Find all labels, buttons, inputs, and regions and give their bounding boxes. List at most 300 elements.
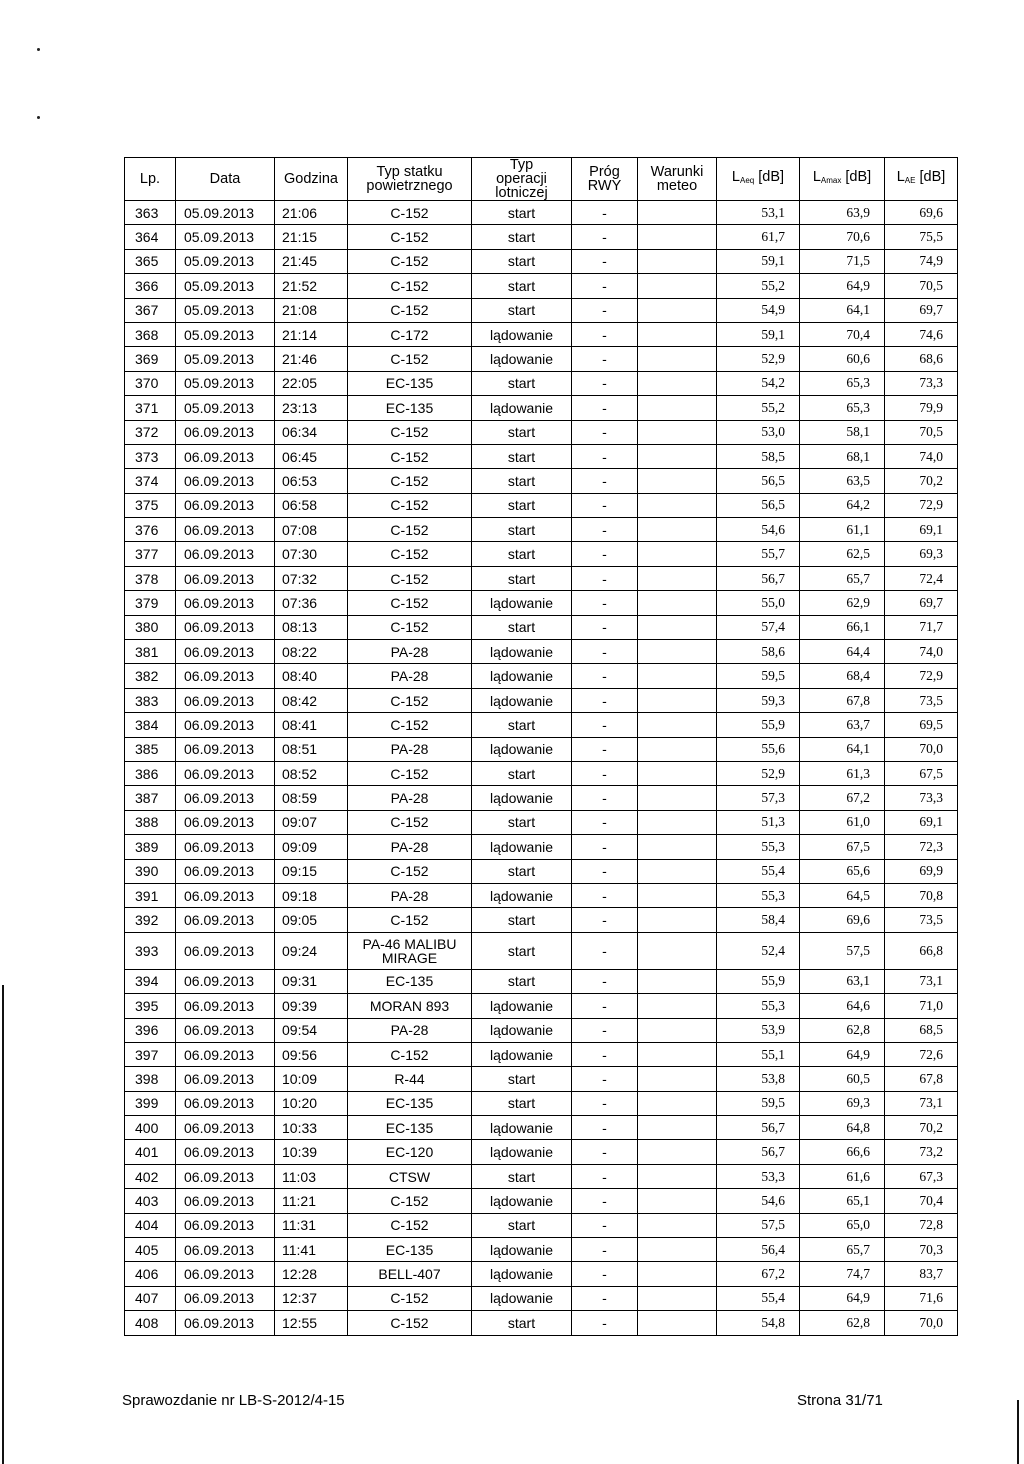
cell-aircraft: EC-135	[348, 1116, 472, 1140]
header-lae-symbol: L	[896, 169, 905, 185]
cell-aircraft: EC-135	[348, 396, 472, 420]
cell-rwy: -	[572, 1262, 638, 1286]
table-row	[125, 469, 958, 493]
cell-lamax: 67,8	[800, 688, 885, 712]
cell-lamax: 64,1	[800, 298, 885, 322]
cell-lae: 69,5	[885, 713, 958, 737]
cell-date: 06.09.2013	[176, 932, 275, 969]
cell-date: 06.09.2013	[176, 1189, 275, 1213]
header-rwy-line2: RWY	[587, 178, 622, 194]
cell-laeq: 52,9	[717, 347, 800, 371]
cell-aircraft: PA-28	[348, 640, 472, 664]
cell-date: 06.09.2013	[176, 786, 275, 810]
cell-meteo	[638, 1311, 717, 1335]
table-row	[125, 883, 958, 907]
cell-rwy: -	[572, 1189, 638, 1213]
cell-lp: 407	[125, 1286, 176, 1310]
header-rwy	[572, 158, 638, 201]
cell-time: 21:45	[275, 249, 348, 273]
scan-speck	[37, 116, 40, 119]
cell-date: 05.09.2013	[176, 298, 275, 322]
cell-meteo	[638, 786, 717, 810]
cell-aircraft: C-152	[348, 274, 472, 298]
table-row	[125, 615, 958, 639]
cell-time: 22:05	[275, 371, 348, 395]
cell-lae: 72,6	[885, 1042, 958, 1066]
cell-operation: start	[472, 469, 572, 493]
cell-time: 06:53	[275, 469, 348, 493]
table-row	[125, 1091, 958, 1115]
cell-meteo	[638, 883, 717, 907]
cell-lp: 399	[125, 1091, 176, 1115]
cell-lamax: 62,8	[800, 1311, 885, 1335]
cell-date: 06.09.2013	[176, 688, 275, 712]
cell-operation: start	[472, 810, 572, 834]
cell-lp: 383	[125, 688, 176, 712]
cell-laeq: 59,1	[717, 322, 800, 346]
cell-lamax: 63,5	[800, 469, 885, 493]
cell-lae: 71,7	[885, 615, 958, 639]
cell-aircraft: BELL-407	[348, 1262, 472, 1286]
cell-operation: start	[472, 542, 572, 566]
cell-lp: 404	[125, 1213, 176, 1237]
cell-lp: 390	[125, 859, 176, 883]
cell-lp: 368	[125, 322, 176, 346]
cell-date: 06.09.2013	[176, 640, 275, 664]
cell-operation: start	[472, 274, 572, 298]
cell-laeq: 53,3	[717, 1164, 800, 1188]
cell-date: 06.09.2013	[176, 1238, 275, 1262]
cell-aircraft: C-152	[348, 713, 472, 737]
header-lamax-sub: Amax	[820, 176, 842, 185]
cell-laeq: 57,4	[717, 615, 800, 639]
cell-meteo	[638, 908, 717, 932]
cell-time: 08:40	[275, 664, 348, 688]
header-aircraft	[348, 158, 472, 201]
cell-rwy: -	[572, 969, 638, 993]
cell-lp: 403	[125, 1189, 176, 1213]
cell-lp: 391	[125, 883, 176, 907]
cell-lae: 69,7	[885, 591, 958, 615]
cell-date: 05.09.2013	[176, 249, 275, 273]
cell-date: 06.09.2013	[176, 1286, 275, 1310]
cell-lp: 387	[125, 786, 176, 810]
cell-lp: 393	[125, 932, 176, 969]
cell-laeq: 54,8	[717, 1311, 800, 1335]
cell-lae: 70,0	[885, 1311, 958, 1335]
cell-lp: 394	[125, 969, 176, 993]
cell-time: 10:33	[275, 1116, 348, 1140]
cell-lp: 397	[125, 1042, 176, 1066]
cell-meteo	[638, 542, 717, 566]
cell-lamax: 63,1	[800, 969, 885, 993]
cell-lae: 72,3	[885, 835, 958, 859]
cell-date: 06.09.2013	[176, 1067, 275, 1091]
table-row	[125, 994, 958, 1018]
cell-laeq: 57,3	[717, 786, 800, 810]
cell-rwy: -	[572, 688, 638, 712]
cell-lae: 67,8	[885, 1067, 958, 1091]
cell-aircraft: C-152	[348, 591, 472, 615]
table-row	[125, 1189, 958, 1213]
cell-meteo	[638, 371, 717, 395]
cell-aircraft: C-152	[348, 615, 472, 639]
cell-rwy: -	[572, 518, 638, 542]
cell-meteo	[638, 664, 717, 688]
cell-time: 08:42	[275, 688, 348, 712]
cell-date: 06.09.2013	[176, 1164, 275, 1188]
cell-operation: lądowanie	[472, 322, 572, 346]
cell-lp: 406	[125, 1262, 176, 1286]
cell-lae: 69,6	[885, 201, 958, 225]
cell-operation: start	[472, 444, 572, 468]
cell-rwy: -	[572, 835, 638, 859]
cell-operation: start	[472, 1164, 572, 1188]
cell-lae: 71,6	[885, 1286, 958, 1310]
cell-time: 09:07	[275, 810, 348, 834]
cell-lp: 385	[125, 737, 176, 761]
cell-lamax: 64,1	[800, 737, 885, 761]
header-lamax-symbol: L	[812, 169, 821, 185]
table-row	[125, 591, 958, 615]
cell-aircraft: C-152	[348, 1189, 472, 1213]
cell-lae: 70,5	[885, 420, 958, 444]
header-operation	[472, 158, 572, 201]
cell-lamax: 62,5	[800, 542, 885, 566]
table-row	[125, 444, 958, 468]
cell-laeq: 56,7	[717, 566, 800, 590]
cell-lae: 69,7	[885, 298, 958, 322]
cell-operation: start	[472, 1311, 572, 1335]
cell-laeq: 54,6	[717, 1189, 800, 1213]
cell-time: 09:18	[275, 883, 348, 907]
cell-aircraft: C-152	[348, 1213, 472, 1237]
cell-rwy: -	[572, 908, 638, 932]
cell-lp: 400	[125, 1116, 176, 1140]
cell-lamax: 64,9	[800, 1042, 885, 1066]
cell-date: 06.09.2013	[176, 1213, 275, 1237]
cell-time: 09:56	[275, 1042, 348, 1066]
scan-edge-line	[1017, 1400, 1019, 1464]
cell-operation: start	[472, 518, 572, 542]
cell-lae: 67,3	[885, 1164, 958, 1188]
table-row	[125, 859, 958, 883]
cell-laeq: 58,6	[717, 640, 800, 664]
cell-meteo	[638, 225, 717, 249]
cell-time: 08:52	[275, 761, 348, 785]
cell-lp: 401	[125, 1140, 176, 1164]
table-row	[125, 1213, 958, 1237]
cell-time: 10:39	[275, 1140, 348, 1164]
cell-rwy: -	[572, 1067, 638, 1091]
table-row	[125, 786, 958, 810]
header-lp: Lp.	[125, 158, 176, 201]
cell-meteo	[638, 347, 717, 371]
cell-operation: lądowanie	[472, 1189, 572, 1213]
cell-rwy: -	[572, 1018, 638, 1042]
cell-time: 08:41	[275, 713, 348, 737]
header-meteo	[638, 158, 717, 201]
header-laeq-unit: [dB]	[754, 169, 785, 185]
cell-date: 06.09.2013	[176, 542, 275, 566]
cell-laeq: 55,3	[717, 883, 800, 907]
cell-operation: lądowanie	[472, 396, 572, 420]
cell-aircraft: C-152	[348, 420, 472, 444]
cell-date: 06.09.2013	[176, 1116, 275, 1140]
cell-rwy: -	[572, 664, 638, 688]
cell-date: 06.09.2013	[176, 908, 275, 932]
cell-laeq: 53,8	[717, 1067, 800, 1091]
cell-operation: start	[472, 969, 572, 993]
cell-meteo	[638, 298, 717, 322]
cell-aircraft: C-152	[348, 688, 472, 712]
cell-lae: 73,1	[885, 969, 958, 993]
cell-operation: lądowanie	[472, 1286, 572, 1310]
cell-lp: 386	[125, 761, 176, 785]
cell-lamax: 70,4	[800, 322, 885, 346]
cell-aircraft: C-152	[348, 201, 472, 225]
cell-lamax: 64,9	[800, 1286, 885, 1310]
cell-lae: 70,3	[885, 1238, 958, 1262]
cell-operation: start	[472, 859, 572, 883]
header-lamax-unit: [dB]	[841, 169, 872, 185]
header-lamax	[800, 158, 885, 201]
cell-aircraft: C-152	[348, 810, 472, 834]
table-row	[125, 201, 958, 225]
cell-rwy: -	[572, 444, 638, 468]
cell-laeq: 56,5	[717, 493, 800, 517]
table-row	[125, 761, 958, 785]
cell-laeq: 53,1	[717, 201, 800, 225]
cell-date: 06.09.2013	[176, 835, 275, 859]
table-row	[125, 420, 958, 444]
cell-lamax: 74,7	[800, 1262, 885, 1286]
cell-lp: 372	[125, 420, 176, 444]
cell-lamax: 69,3	[800, 1091, 885, 1115]
cell-lae: 70,2	[885, 469, 958, 493]
table-row	[125, 518, 958, 542]
table-row	[125, 1067, 958, 1091]
cell-lp: 377	[125, 542, 176, 566]
cell-aircraft: C-152	[348, 859, 472, 883]
cell-operation: start	[472, 420, 572, 444]
cell-aircraft: CTSW	[348, 1164, 472, 1188]
cell-lamax: 65,1	[800, 1189, 885, 1213]
cell-aircraft: C-152	[348, 249, 472, 273]
cell-rwy: -	[572, 396, 638, 420]
cell-aircraft: EC-135	[348, 1238, 472, 1262]
cell-lamax: 64,4	[800, 640, 885, 664]
cell-laeq: 58,4	[717, 908, 800, 932]
cell-lp: 370	[125, 371, 176, 395]
table-row	[125, 298, 958, 322]
cell-date: 06.09.2013	[176, 566, 275, 590]
cell-time: 09:54	[275, 1018, 348, 1042]
cell-time: 09:39	[275, 994, 348, 1018]
table-row	[125, 713, 958, 737]
cell-operation: lądowanie	[472, 737, 572, 761]
cell-rwy: -	[572, 1042, 638, 1066]
cell-rwy: -	[572, 371, 638, 395]
cell-meteo	[638, 201, 717, 225]
cell-operation: lądowanie	[472, 835, 572, 859]
cell-lae: 73,1	[885, 1091, 958, 1115]
cell-lae: 70,5	[885, 274, 958, 298]
table-row	[125, 371, 958, 395]
cell-date: 06.09.2013	[176, 664, 275, 688]
cell-rwy: -	[572, 322, 638, 346]
cell-lp: 367	[125, 298, 176, 322]
cell-date: 05.09.2013	[176, 371, 275, 395]
cell-date: 05.09.2013	[176, 274, 275, 298]
cell-lae: 73,2	[885, 1140, 958, 1164]
cell-operation: start	[472, 713, 572, 737]
cell-laeq: 55,7	[717, 542, 800, 566]
cell-lae: 72,4	[885, 566, 958, 590]
cell-date: 06.09.2013	[176, 1311, 275, 1335]
cell-time: 21:06	[275, 201, 348, 225]
cell-lamax: 70,6	[800, 225, 885, 249]
cell-lae: 69,1	[885, 810, 958, 834]
cell-lamax: 71,5	[800, 249, 885, 273]
header-aircraft-line1: Typ statku	[376, 164, 443, 180]
table-row	[125, 542, 958, 566]
cell-lae: 72,9	[885, 493, 958, 517]
cell-meteo	[638, 969, 717, 993]
table-row	[125, 1286, 958, 1310]
cell-time: 11:03	[275, 1164, 348, 1188]
cell-rwy: -	[572, 1286, 638, 1310]
cell-rwy: -	[572, 994, 638, 1018]
cell-time: 07:08	[275, 518, 348, 542]
cell-rwy: -	[572, 615, 638, 639]
cell-time: 10:20	[275, 1091, 348, 1115]
cell-aircraft: MORAN 893	[348, 994, 472, 1018]
cell-rwy: -	[572, 1238, 638, 1262]
cell-meteo	[638, 1091, 717, 1115]
cell-time: 09:15	[275, 859, 348, 883]
table-row	[125, 908, 958, 932]
cell-aircraft: C-152	[348, 518, 472, 542]
header-laeq	[717, 158, 800, 201]
cell-laeq: 55,6	[717, 737, 800, 761]
cell-laeq: 61,7	[717, 225, 800, 249]
cell-operation: lądowanie	[472, 994, 572, 1018]
cell-time: 08:22	[275, 640, 348, 664]
cell-operation: lądowanie	[472, 1042, 572, 1066]
cell-meteo	[638, 1140, 717, 1164]
cell-meteo	[638, 1262, 717, 1286]
cell-time: 11:31	[275, 1213, 348, 1237]
cell-meteo	[638, 1116, 717, 1140]
cell-aircraft: C-152	[348, 493, 472, 517]
cell-lamax: 65,3	[800, 371, 885, 395]
cell-lamax: 63,9	[800, 201, 885, 225]
cell-laeq: 55,9	[717, 713, 800, 737]
cell-rwy: -	[572, 737, 638, 761]
cell-time: 21:08	[275, 298, 348, 322]
cell-rwy: -	[572, 591, 638, 615]
cell-lp: 396	[125, 1018, 176, 1042]
table-row	[125, 1262, 958, 1286]
cell-aircraft: PA-28	[348, 664, 472, 688]
header-laeq-sub: Aeq	[740, 176, 755, 185]
cell-aircraft: C-172	[348, 322, 472, 346]
cell-time: 06:45	[275, 444, 348, 468]
cell-lae: 68,6	[885, 347, 958, 371]
cell-aircraft: C-152	[348, 566, 472, 590]
cell-lamax: 62,9	[800, 591, 885, 615]
cell-lae: 74,9	[885, 249, 958, 273]
cell-lae: 83,7	[885, 1262, 958, 1286]
cell-time: 10:09	[275, 1067, 348, 1091]
cell-meteo	[638, 1213, 717, 1237]
cell-date: 06.09.2013	[176, 810, 275, 834]
cell-date: 05.09.2013	[176, 201, 275, 225]
cell-rwy: -	[572, 542, 638, 566]
cell-laeq: 53,9	[717, 1018, 800, 1042]
cell-meteo	[638, 737, 717, 761]
cell-date: 06.09.2013	[176, 859, 275, 883]
table-row	[125, 1238, 958, 1262]
cell-operation: lądowanie	[472, 1018, 572, 1042]
table-row	[125, 493, 958, 517]
cell-laeq: 55,9	[717, 969, 800, 993]
cell-operation: lądowanie	[472, 688, 572, 712]
cell-lamax: 65,7	[800, 1238, 885, 1262]
page-number: Strona 31/71	[797, 1392, 883, 1409]
cell-operation: start	[472, 201, 572, 225]
cell-rwy: -	[572, 1164, 638, 1188]
cell-time: 07:32	[275, 566, 348, 590]
cell-lae: 67,5	[885, 761, 958, 785]
cell-operation: lądowanie	[472, 591, 572, 615]
cell-laeq: 51,3	[717, 810, 800, 834]
header-aircraft-line2: powietrznego	[366, 178, 453, 194]
cell-lp: 384	[125, 713, 176, 737]
cell-lp: 398	[125, 1067, 176, 1091]
cell-lp: 376	[125, 518, 176, 542]
cell-lamax: 57,5	[800, 932, 885, 969]
cell-date: 06.09.2013	[176, 761, 275, 785]
cell-lae: 71,0	[885, 994, 958, 1018]
cell-operation: lądowanie	[472, 1238, 572, 1262]
cell-lamax: 61,0	[800, 810, 885, 834]
cell-time: 12:55	[275, 1311, 348, 1335]
cell-meteo	[638, 469, 717, 493]
cell-lamax: 64,6	[800, 994, 885, 1018]
cell-laeq: 67,2	[717, 1262, 800, 1286]
cell-aircraft: PA-28	[348, 835, 472, 859]
cell-laeq: 55,2	[717, 396, 800, 420]
cell-meteo	[638, 1042, 717, 1066]
cell-lamax: 64,5	[800, 883, 885, 907]
cell-date: 06.09.2013	[176, 591, 275, 615]
cell-operation: start	[472, 908, 572, 932]
cell-rwy: -	[572, 274, 638, 298]
header-rwy-line1: Próg	[589, 164, 620, 180]
cell-date: 06.09.2013	[176, 420, 275, 444]
cell-date: 06.09.2013	[176, 1018, 275, 1042]
scan-speck	[37, 48, 40, 51]
cell-lp: 380	[125, 615, 176, 639]
cell-meteo	[638, 249, 717, 273]
table-row	[125, 932, 958, 969]
cell-operation: lądowanie	[472, 883, 572, 907]
cell-aircraft: EC-135	[348, 969, 472, 993]
table-row	[125, 969, 958, 993]
cell-lae: 79,9	[885, 396, 958, 420]
